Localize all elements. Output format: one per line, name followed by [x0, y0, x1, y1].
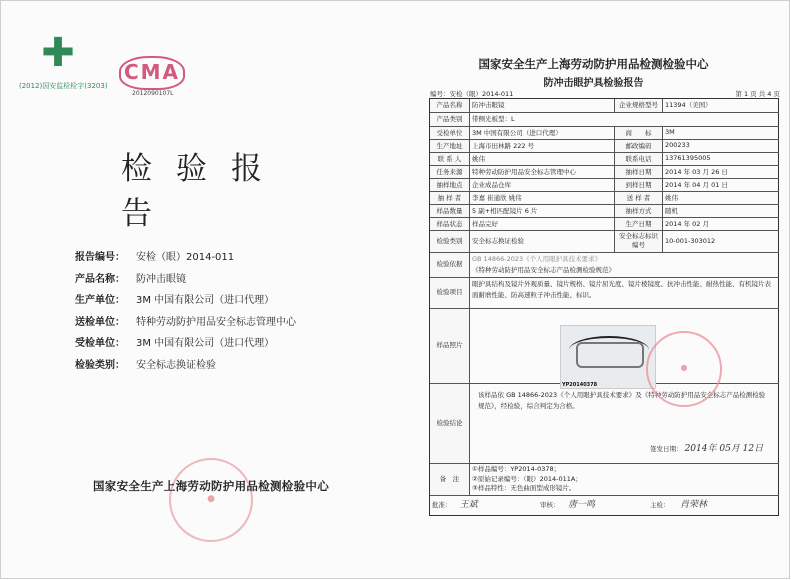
official-seal-icon: ●: [646, 331, 722, 407]
cma-number: 2012090107L: [132, 90, 174, 97]
report-title: 防冲击眼护具检验报告: [543, 78, 644, 89]
approve-label: 批准：: [432, 501, 452, 509]
value-model: 11394（美国）: [663, 99, 779, 113]
label-product-type: 产品类别: [430, 113, 470, 127]
value-items: 眼护具结构及镜片外观质量、镜片规格、镜片屈光度、镜片棱镜度、抗冲击性能、耐热性能、有机镜片表面耐磨性能、防高速粒子冲击性能、标识。: [470, 278, 779, 309]
info-row-category: 检验类别： 安全标志换证检验: [75, 359, 216, 371]
value-quantity: 5 副+相匹配镜片 6 片: [470, 205, 615, 218]
review-signature: 唐一鸣: [568, 500, 596, 510]
photo-caption: YP20140378: [562, 382, 598, 388]
value-inspected-unit: 3M 中国有限公司（进口代理）: [470, 127, 615, 140]
info-row-report-no: 报告编号： 安检（眼）2014-011: [75, 252, 235, 263]
label-brand: 商 标: [615, 127, 663, 140]
label-address: 生产地址: [430, 140, 470, 153]
value-brand: 3M: [663, 127, 779, 140]
remark-1: ①样品编号：YP2014-0378；: [472, 465, 561, 473]
report-org: 国家安全生产上海劳动防护用品检测检验中心: [478, 57, 709, 71]
label-basis: 检验依据: [430, 253, 470, 278]
label-arrival-date: 到样日期: [615, 179, 663, 192]
label-sample-date: 抽样日期: [615, 166, 663, 179]
cover-info: [75, 247, 296, 376]
goggles-icon: [576, 342, 644, 368]
remark-2: ②原始记录编号：（眼）2014-011A；: [472, 474, 582, 483]
sample-photo: [560, 325, 656, 389]
main-signature: 肖荣林: [680, 500, 708, 510]
value-inspect-type: 安全标志换证检验: [470, 231, 615, 253]
label-sampling-method: 抽样方式: [615, 205, 663, 218]
official-seal-icon: ●: [169, 458, 253, 542]
cover-title: 检验报告: [121, 151, 286, 232]
value-sample-date: 2014 年 03 月 26 日: [663, 166, 779, 179]
safety-logo-icon: ✚: [41, 30, 75, 76]
photo-cell: [470, 309, 779, 388]
label-postcode: 邮政编码: [615, 140, 663, 153]
label-sender: 送 样 者: [615, 192, 663, 205]
label-sampler: 抽 样 者: [430, 192, 470, 205]
report-page: [396, 1, 791, 580]
value-contact: 姚伟: [470, 153, 615, 166]
label-model: 企业规格型号: [615, 99, 663, 113]
value-basis: [470, 253, 779, 278]
info-row-inspected: 受检单位： 3M 中国有限公司（进口代理）: [75, 338, 275, 349]
cover-page: [1, 1, 396, 580]
value-product-type: 带侧光板型：L: [470, 113, 779, 127]
label-inspect-type: 检验类别: [430, 231, 470, 253]
review-label: 审核：: [540, 501, 560, 509]
basis-line-1: GB 14866-2023《个人用眼护具技术要求》: [472, 255, 602, 263]
info-row-manufacturer: 生产单位： 3M 中国有限公司（进口代理）: [75, 295, 275, 306]
main-label: 主检：: [650, 501, 670, 509]
signature-row: [430, 496, 779, 516]
value-production-date: 2014 年 02 月: [663, 218, 779, 231]
value-postcode: 200233: [663, 140, 779, 153]
value-sender: 姚伟: [663, 192, 779, 205]
label-quantity: 样品数量: [430, 205, 470, 218]
value-task: 特种劳动防护用品安全标志管理中心: [470, 166, 615, 179]
cma-mark: CMA: [119, 56, 185, 90]
info-row-product: 产品名称： 防冲击眼镜: [75, 273, 186, 285]
label-phone: 联系电话: [615, 153, 663, 166]
value-sampler: 李嘉 崔通欣 姚伟: [470, 192, 615, 205]
info-row-submitter: 送检单位： 特种劳动防护用品安全标志管理中心: [75, 316, 296, 328]
value-conclusion: [470, 384, 779, 464]
label-task: 任务来源: [430, 166, 470, 179]
label-sample-place: 抽样地点: [430, 179, 470, 192]
value-remarks: [470, 464, 779, 496]
report-number: 编号：安检（眼）2014-011: [430, 90, 514, 98]
conclusion-text: 该样品依 GB 14866-2023《个人用眼护具技术要求》及《特种劳动防护用品安全标志产品检测检验规范》，经检验，综合判定为合格。: [478, 391, 766, 410]
value-address: 上海市田林路 222 号: [470, 140, 615, 153]
issue-label: 签发日期：: [650, 445, 683, 453]
issue-date-row: [650, 444, 763, 455]
basis-line-2: 《特种劳动防护用品安全标志产品检测检验规范》: [472, 266, 615, 274]
label-inspected-unit: 受检单位: [430, 127, 470, 140]
label-contact: 联 系 人: [430, 153, 470, 166]
cover-footer: 国家安全生产上海劳动防护用品检测检验中心: [93, 479, 329, 493]
page-number: 第 1 页 共 4 页: [735, 90, 780, 98]
label-status: 样品状态: [430, 218, 470, 231]
label-conclusion: 检验结论: [430, 384, 470, 464]
value-sample-place: 企业成品仓库: [470, 179, 615, 192]
inspection-table: [429, 98, 779, 516]
value-status: 样品完好: [470, 218, 615, 231]
value-arrival-date: 2014 年 04 月 01 日: [663, 179, 779, 192]
label-cert: 安全标志标识编号: [615, 231, 663, 253]
remark-3: ③样品特性：无色曲面型成形镜片。: [472, 484, 576, 492]
value-sampling-method: 随机: [663, 205, 779, 218]
value-product-name: 防冲击眼镜: [470, 99, 615, 113]
value-phone: 13761395005: [663, 153, 779, 166]
label-product-name: 产品名称: [430, 99, 470, 113]
label-items: 检验项目: [430, 278, 470, 309]
label-remarks: 备 注: [430, 464, 470, 496]
logo-text: (2012)国安监检检字(3203): [19, 82, 108, 90]
value-cert: 10-001-303012: [663, 231, 779, 253]
approve-signature: 王斌: [459, 500, 478, 510]
report-meta: [430, 89, 780, 98]
label-production-date: 生产日期: [615, 218, 663, 231]
issue-date: 2014年 05月 12日: [684, 444, 764, 454]
label-photo: 样品照片: [430, 309, 470, 384]
